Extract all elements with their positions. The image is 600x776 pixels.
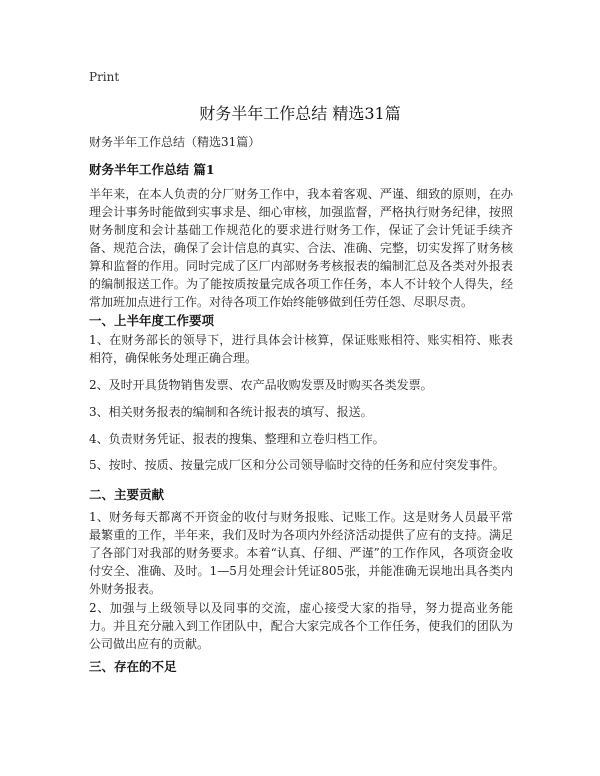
list-item: 5、按时、按质、按量完成厂区和分公司领导临时交待的任务和应付突发事件。 <box>89 458 505 472</box>
contribution-paragraph: 1、财务每天都离不开资金的收付与财务报账、记账工作。这是财务人员最平常最繁重的工作，半年来，我们及时为各项内外经济活动提供了应有的支持。满足了各部门对我部的财务要求。本着“认真、仔细、严谨”的工作作风，各项资金收付安全、准确、及时。1—5月处理会计凭证805张，并能准确无误地出具各类内外财务报表。 <box>89 510 513 596</box>
heading-work-items: 一、上半年度工作要项 <box>89 313 215 328</box>
intro-paragraph: 半年来，在本人负责的分厂财务工作中，我本着客观、严谨、细致的原则，在办理会计事务时能做到实事求是、细心审核，加强监督，严格执行财务纪律，按照财务制度和会计基础工作规范化的要求进行财务工作，保证了会计凭证手续齐备、规范合法，确保了会计信息的真实、合法、准确、完整，切实发挥了财务核算和监督的作用。同时完成了区厂内部财务考核报表的编制汇总及各类对外报表的编制报送工作。为了能按质按量完成各项工作任务，本人不计较个人得失，经常加班加点进行工作。对待各项工作始终能够做到任劳任怨、尽职尽责。 <box>89 187 513 309</box>
list-item: 1、在财务部长的领导下，进行具体会计核算，保证账账相符、账实相符、账表相符，确保帐务处理正确合理。 <box>89 333 513 365</box>
print-label[interactable]: Print <box>89 70 120 84</box>
list-item: 3、相关财务报表的编制和各统计报表的填写、报送。 <box>89 405 373 419</box>
heading-shortcomings: 三、存在的不足 <box>89 659 177 674</box>
heading-contributions: 二、主要贡献 <box>89 487 165 502</box>
subtitle: 财务半年工作总结（精选31篇） <box>89 135 261 149</box>
list-item: 4、负责财务凭证、报表的搜集、整理和立卷归档工作。 <box>89 432 385 446</box>
section-heading: 财务半年工作总结 篇1 <box>89 162 215 177</box>
list-item: 2、及时开具货物销售发票、农产品收购发票及时购买各类发票。 <box>89 378 433 392</box>
page-title: 财务半年工作总结 精选31篇 <box>199 104 401 123</box>
contribution-paragraph: 2、加强与上级领导以及同事的交流，虚心接受大家的指导，努力提高业务能力。并且充分融入到工作团队中，配合大家完成各个工作任务，使我们的团队为公司做出应有的贡献。 <box>89 601 513 651</box>
